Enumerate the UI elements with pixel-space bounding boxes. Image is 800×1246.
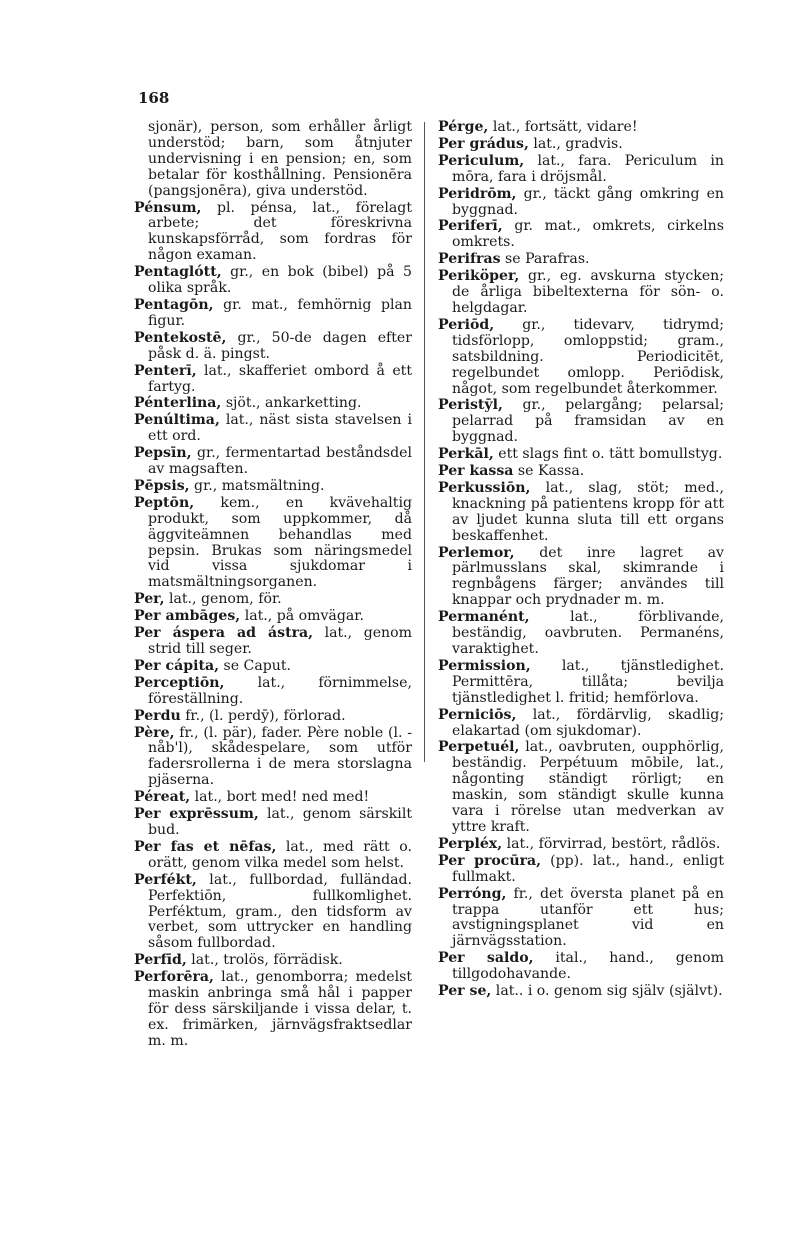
headword: Penterī, (134, 362, 197, 379)
dictionary-entry: Pentagōn, gr. mat., femhörnig plan figur. (134, 296, 412, 329)
dictionary-entry: Per, lat., genom, för. (134, 591, 282, 608)
headword: Pentagōn, (134, 296, 214, 313)
headword: Per exprēssum, (134, 806, 259, 823)
headword: Per áspera ad ástra, (134, 625, 314, 642)
dictionary-entry: Perlemor, det inre lagret av pärlmusslans skal, skimrande i regnbågens färger; användes till knappar och prydnader m. m. (438, 544, 724, 609)
dictionary-entry: Peridrōm, gr., täckt gång omkring en byggnad. (438, 185, 724, 218)
dictionary-entry: Perforēra, lat., genomborra; medelst maskin anbringa små hål i papper för dess särskiljande i vissa delar, t. ex. frimärken, järnvägsfraktsedlar m. m. (134, 969, 412, 1049)
dictionary-entry: Per exprēssum, lat., genom särskilt bud. (134, 806, 412, 838)
dictionary-entry: Perpléx, lat., förvirrad, bestört, rådlös. (438, 835, 721, 852)
headword: Pénsum, (134, 199, 202, 216)
dictionary-entry: Peristȳl, gr., pelargång; pelarsal; pelarrad på framsidan av en byggnad. (438, 397, 724, 446)
headword: Pentekostē, (134, 329, 227, 346)
dictionary-entry: Periōd, gr., tidevarv, tidrymd; tidsförlopp, omloppstid; gram., satsbildning. Periodicitēt, regelbundet omlopp. Periōdisk, något, som regelbundet återkommer. (438, 316, 724, 397)
dictionary-entry: Pepsīn, gr., fermentartad beståndsdel av magsaften. (134, 445, 412, 478)
headword: Pénterlina, (134, 395, 222, 412)
dictionary-entry: Perfīd, lat., trolös, förrädisk. (134, 952, 343, 969)
headword: Permission, (438, 657, 531, 674)
headword: Pentaglótt, (134, 264, 222, 281)
dictionary-entry: Perfékt, lat., fullbordad, fulländad. Perfektiōn, fullkomlighet. Perféktum, gram., den tidsform av verbet, som uttrycker en handling såsom fullbordad. (134, 871, 412, 952)
dictionary-entry: Perróng, fr., det översta planet på en trappa utanför ett hus; avstigningsplanet vid en järnvägsstation. (438, 885, 724, 950)
dictionary-entry: Perkussiōn, lat., slag, stöt; med., knackning på patientens kropp för att av ljudet kunna sluta till ett organs beskaffenhet. (438, 479, 724, 544)
headword: Perceptiōn, (134, 674, 225, 691)
headword: Perróng, (438, 885, 507, 902)
headword: Periōd, (438, 316, 495, 333)
dictionary-entry: Permission, lat., tjänstledighet. Permittēra, tillåta; bevilja tjänstledighet l. fritid; hemförlova. (438, 657, 724, 706)
headword: Periferī, (438, 218, 503, 235)
headword: Peridrōm, (438, 185, 517, 202)
left-column (134, 120, 412, 1051)
headword: Pepsīn, (134, 445, 192, 462)
dictionary-entry: Perpetuél, lat., oavbruten, oupphörlig, beständig. Perpétuum mōbile, lat., någonting ständigt rörligt; en maskin, som ständigt skulle kunna vara i rörelse utan medverkan av yttre kraft. (438, 739, 724, 835)
headword: Perniciōs, (438, 706, 517, 723)
headword: Periculum, (438, 152, 525, 169)
headword: Per grádus, (438, 135, 529, 152)
headword: Pérge, (438, 119, 489, 135)
dictionary-entry: Perkāl, ett slags fint o. tätt bomullstyg. (438, 446, 723, 463)
headword: Per saldo, (438, 950, 534, 967)
headword: Per kassa (438, 463, 514, 480)
column-divider (424, 122, 425, 762)
dictionary-entry: Père, fr., (l. pär), fader. Père noble (l. -nåb'l), skådespelare, som utför fadersrollerna i de mera storslagna pjäserna. (134, 724, 412, 789)
right-column (438, 120, 724, 1001)
dictionary-entry: Perdu fr., (l. perdȳ), förlorad. (134, 707, 346, 724)
dictionary-entry: Per procūra, (pp). lat., hand., enligt fullmakt. (438, 852, 724, 885)
headword: Perkāl, (438, 446, 494, 463)
dictionary-entry: Pentaglótt, gr., en bok (bibel) på 5 olika språk. (134, 264, 412, 297)
dictionary-entry: Per ambāges, lat., på omvägar. (134, 608, 364, 625)
page-number: 168 (138, 89, 170, 107)
headword: Perpléx, (438, 835, 503, 852)
headword: Per, (134, 591, 165, 608)
dictionary-entry: Penterī, lat., skafferiet ombord å ett fartyg. (134, 362, 412, 395)
headword: Per se, (438, 983, 492, 1000)
headword: Péreat, (134, 789, 191, 806)
headword: Penúltima, (134, 412, 220, 429)
dictionary-entry: Pérge, lat., fortsätt, vidare! (438, 119, 638, 135)
headword: Perifras (438, 251, 501, 268)
headword: Perfékt, (134, 871, 197, 888)
headword: Per procūra, (438, 852, 542, 869)
dictionary-entry: Penúltima, lat., näst sista stavelsen i ett ord. (134, 412, 412, 445)
dictionary-entry: Perniciōs, lat., fördärvlig, skadlig; elakartad (om sjukdomar). (438, 706, 724, 739)
dictionary-entry: Perifras se Parafras. (438, 251, 590, 268)
headword: Perdu (134, 707, 181, 724)
dictionary-entry: Per fas et nēfas, lat., med rätt o. orätt, genom vilka medel som helst. (134, 838, 412, 871)
headword: Peptōn, (134, 494, 195, 511)
dictionary-entry: Periköper, gr., eg. avskurna stycken; de årliga bibeltexterna för sön- o. helgdagar. (438, 268, 724, 316)
dictionary-entry: Pēpsis, gr., matsmältning. (134, 477, 325, 494)
dictionary-entry: Péreat, lat., bort med! ned med! (134, 789, 370, 806)
dictionary-entry: Per áspera ad ástra, lat., genom strid till seger. (134, 625, 412, 657)
headword: Père, (134, 724, 175, 741)
headword: Per ambāges, (134, 608, 241, 625)
dictionary-entry: Per grádus, lat., gradvis. (438, 135, 623, 152)
headword: Per fas et nēfas, (134, 838, 277, 855)
dictionary-entry: Pénterlina, sjöt., ankarketting. (134, 395, 362, 412)
dictionary-entry: Per kassa se Kassa. (438, 463, 585, 480)
dictionary-entry: Pénsum, pl. pénsa, lat., förelagt arbete; det föreskrivna kunskapsförråd, som fordras för någon examan. (134, 199, 412, 264)
dictionary-entry: sjonär), person, som erhåller årligt understöd; barn, som åtnjuter undervisning i en pension; en, som betalar för kosthållning. Pensionēra (pangsjonēra), giva understöd. (148, 119, 412, 199)
headword: Perkussiōn, (438, 479, 531, 496)
dictionary-entry: Pentekostē, gr., 50-de dagen efter påsk d. ä. pingst. (134, 329, 412, 362)
headword: Per cápita, (134, 657, 219, 674)
headword: Perpetuél, (438, 739, 520, 756)
dictionary-entry: Periferī, gr. mat., omkrets, cirkelns omkrets. (438, 218, 724, 251)
headword: Peristȳl, (438, 397, 503, 414)
dictionary-entry: Periculum, lat., fara. Periculum in mōra, fara i dröjsmål. (438, 152, 724, 185)
headword: Perlemor, (438, 544, 515, 561)
dictionary-entry: Perceptiōn, lat., förnimmelse, föreställning. (134, 674, 412, 707)
dictionary-entry: Per cápita, se Caput. (134, 657, 291, 674)
headword: Perforēra, (134, 969, 214, 986)
headword: Permanént, (438, 609, 530, 626)
dictionary-entry: Per saldo, ital., hand., genom tillgodohavande. (438, 950, 724, 983)
dictionary-entry: Permanént, lat., förblivande, beständig, oavbruten. Permanéns, varaktighet. (438, 609, 724, 657)
dictionary-entry: Peptōn, kem., en kvävehaltig produkt, som uppkommer, då äggviteämnen behandlas med pepsin. Brukas som näringsmedel vid vissa sjukdomar i matsmältningsorganen. (134, 494, 412, 591)
dictionary-entry: Per se, lat.. i o. genom sig själv (självt). (438, 983, 723, 1000)
headword: Pēpsis, (134, 477, 190, 494)
headword: Periköper, (438, 268, 520, 285)
headword: Perfīd, (134, 952, 187, 969)
